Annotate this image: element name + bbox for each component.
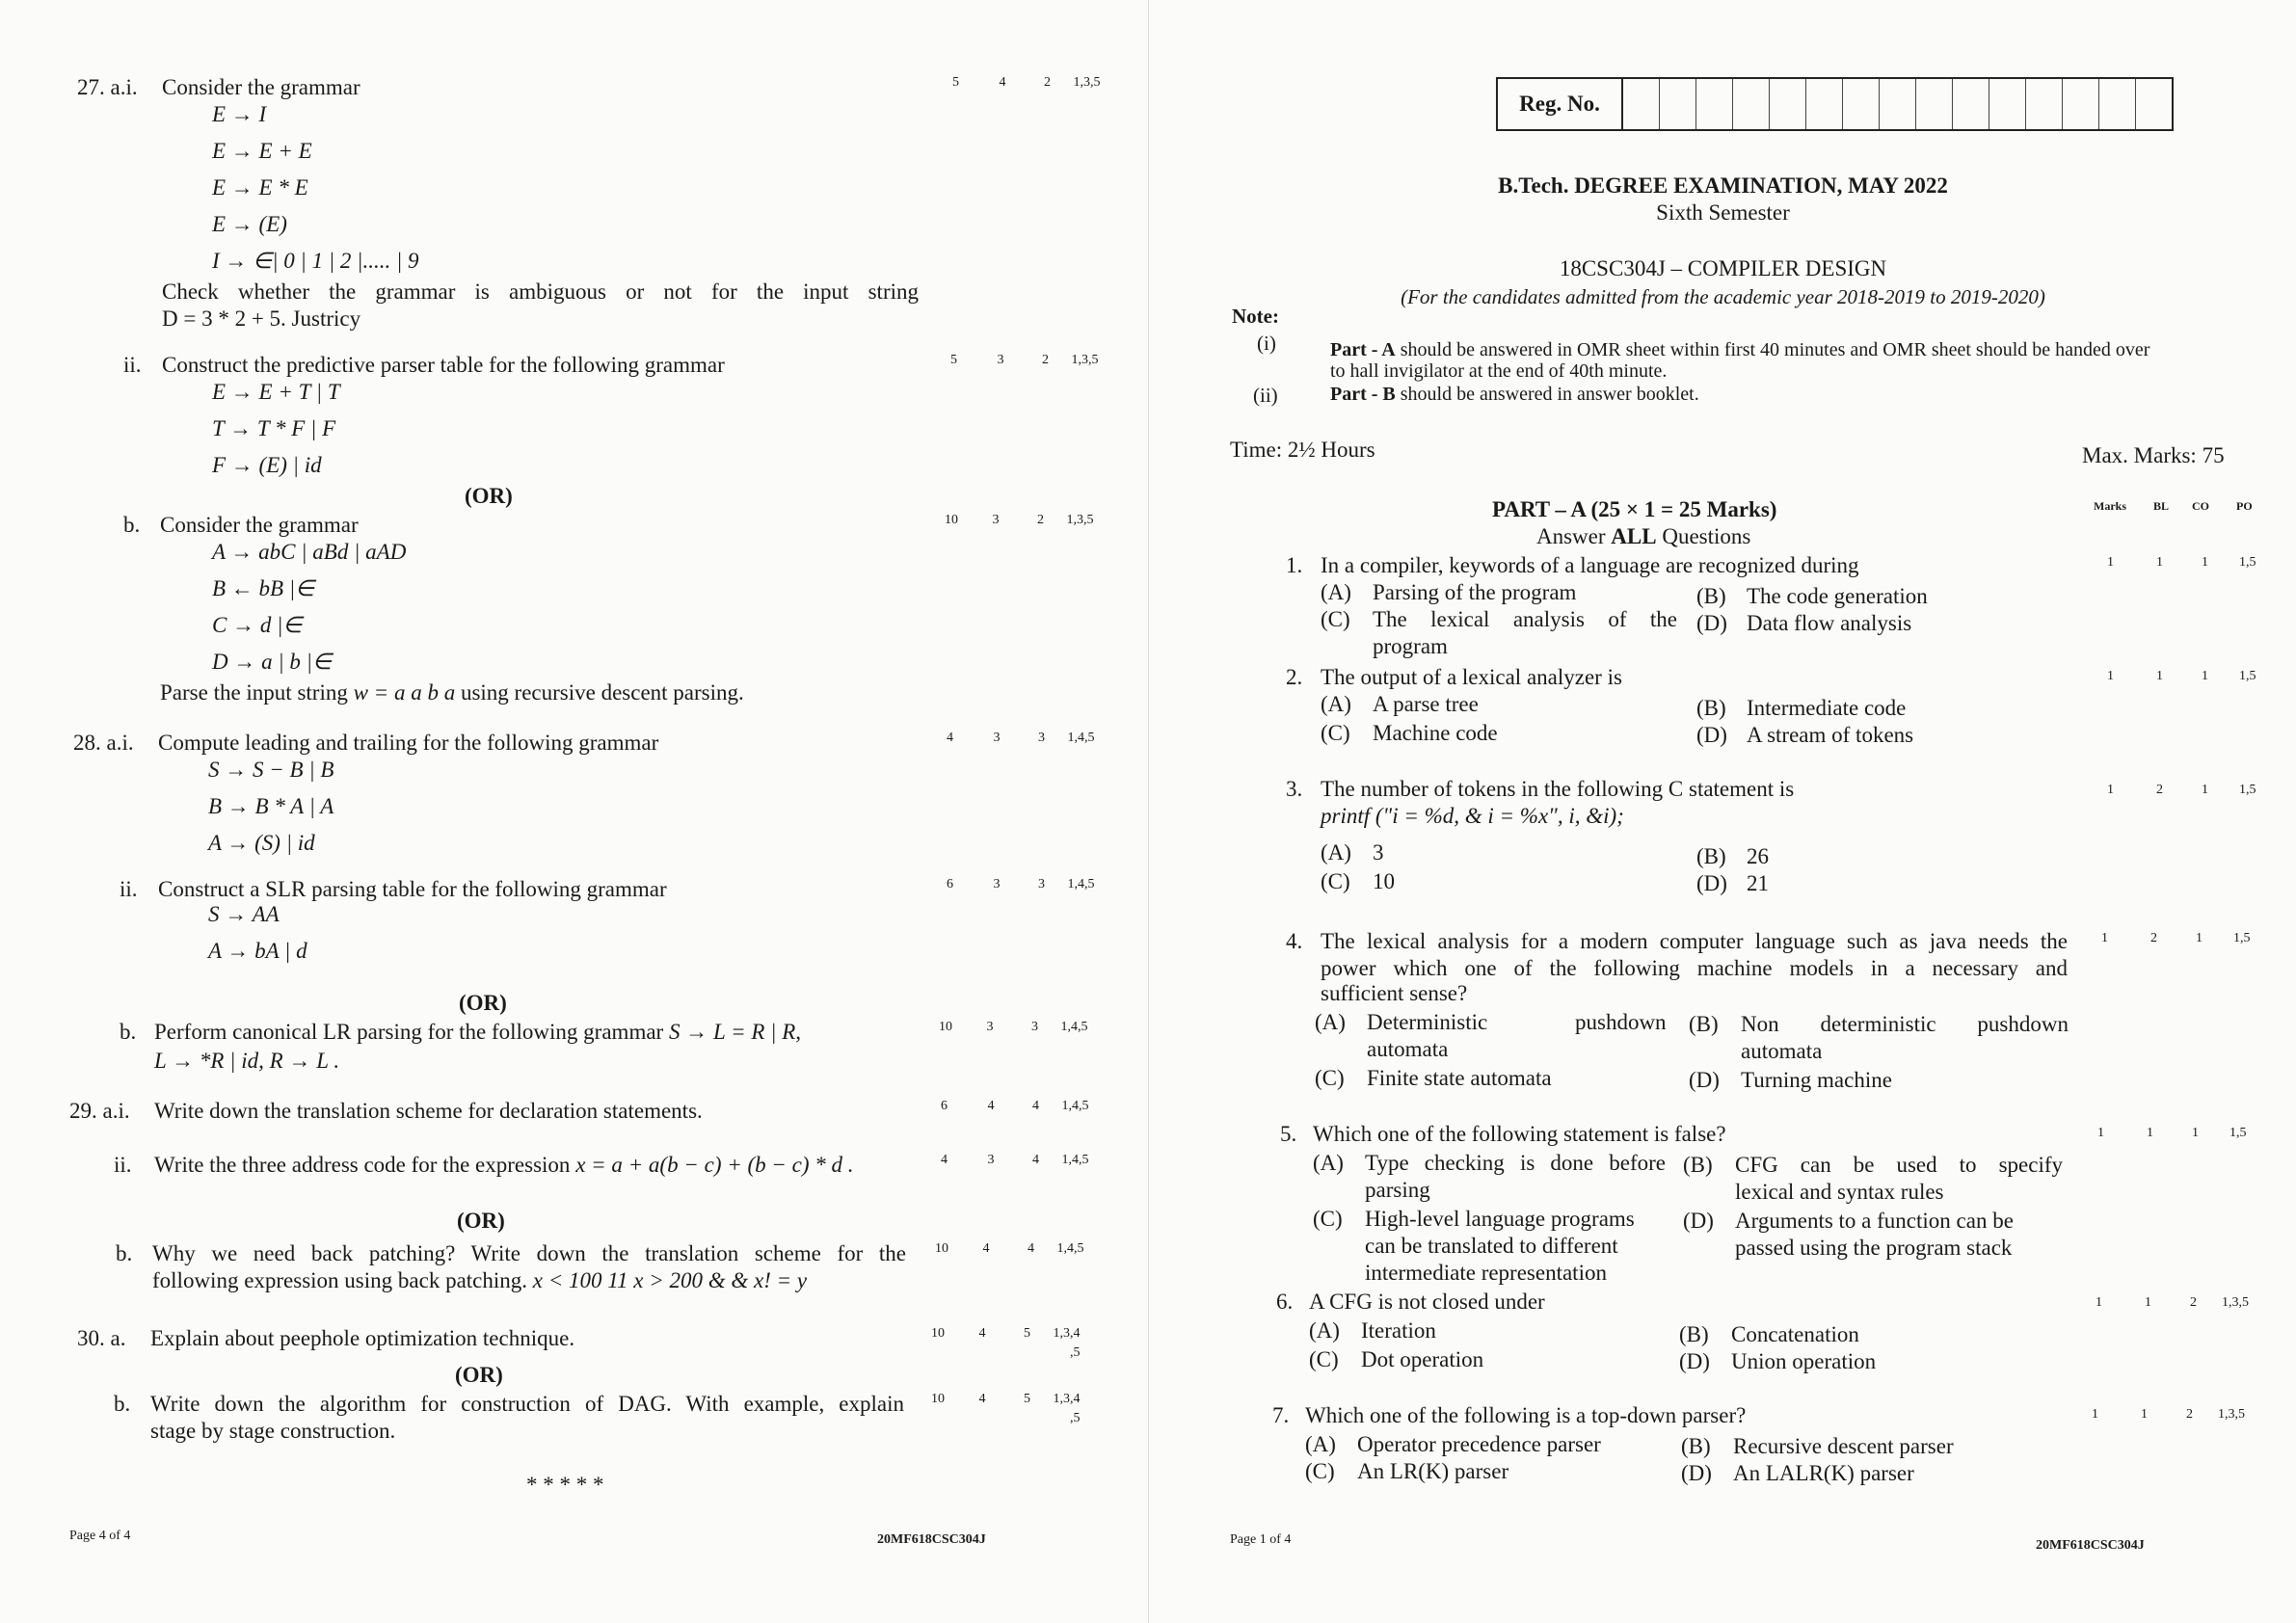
q28-b-expression-2: L → *R | id, R → L . bbox=[154, 1049, 340, 1073]
option-d: Union operation bbox=[1731, 1349, 1877, 1373]
q-text: In a compiler, keywords of a language are recognized during bbox=[1321, 553, 1859, 577]
po-value: 1,5 bbox=[2239, 669, 2256, 683]
po-value: 1,4,5 bbox=[1067, 877, 1095, 891]
note-i-number: (i) bbox=[1257, 332, 1276, 355]
bl-value: 3 bbox=[986, 1020, 994, 1034]
bl-value: 1 bbox=[2141, 1407, 2148, 1422]
co-value: 4 bbox=[1032, 1099, 1039, 1113]
option-b: The code generation bbox=[1747, 584, 1928, 608]
q27-ii-number: ii. bbox=[123, 353, 142, 377]
q-number: 6. bbox=[1276, 1290, 1294, 1314]
q-text: Which one of the following is a top-down parser? bbox=[1305, 1403, 1747, 1427]
marks-value: 4 bbox=[947, 731, 953, 745]
co-value: 3 bbox=[1031, 1020, 1038, 1034]
po-value: 1,3,5 bbox=[2218, 1407, 2245, 1422]
note-i-body: should be answered in OMR sheet within first 40 minutes and OMR sheet should be handed over bbox=[1400, 339, 2150, 360]
q-text: The lexical analysis for a modern computer language such as java needs the bbox=[1321, 929, 2068, 953]
right-page bbox=[1148, 0, 2296, 1623]
q28-marks bbox=[947, 731, 1095, 746]
q27-intro: Consider the grammar bbox=[162, 75, 360, 99]
note-i-bold: Part - A bbox=[1330, 339, 1396, 360]
option-label: (D) bbox=[1681, 1461, 1712, 1485]
co-value: 5 bbox=[1024, 1392, 1030, 1406]
q-text: power which one of the following machine models in a necessary and bbox=[1321, 956, 2068, 980]
col-header-co: CO bbox=[2192, 499, 2209, 513]
grammar-line: F → (E) | id bbox=[212, 453, 322, 477]
option-a-cont: parsing bbox=[1365, 1178, 1430, 1202]
q30-text: Explain about peephole optimization technique. bbox=[150, 1326, 575, 1350]
reg-no-cell bbox=[1623, 79, 1660, 129]
q27-ii-text: Construct the predictive parser table for the following grammar bbox=[162, 353, 725, 377]
q29-b-label: following expression using back patching. bbox=[152, 1268, 528, 1292]
option-label: (A) bbox=[1305, 1432, 1336, 1456]
option-b: Non deterministic pushdown bbox=[1741, 1012, 2069, 1036]
q28-number: 28. a.i. bbox=[73, 731, 134, 755]
reg-no-cell bbox=[2026, 79, 2063, 129]
po-value: 1,4,5 bbox=[1061, 1099, 1089, 1113]
option-label: (D) bbox=[1696, 871, 1727, 895]
q-marks bbox=[2107, 783, 2256, 798]
grammar-line: B → B * A | A bbox=[208, 794, 334, 818]
q27-marks bbox=[952, 75, 1101, 91]
reg-no-box bbox=[1496, 77, 2174, 131]
marks-value: 10 bbox=[935, 1241, 948, 1256]
po-value: 1,5 bbox=[2239, 555, 2256, 570]
po-value: 1,3,5 bbox=[1066, 513, 1094, 527]
option-label: (A) bbox=[1321, 580, 1351, 604]
marks-value: 5 bbox=[952, 75, 959, 90]
grammar-line: S → AA bbox=[208, 902, 280, 926]
option-label: (B) bbox=[1696, 844, 1726, 868]
marks-value: 1 bbox=[2107, 669, 2114, 683]
bl-value: 4 bbox=[978, 1392, 986, 1406]
q-marks bbox=[2097, 1126, 2247, 1141]
option-label: (C) bbox=[1321, 607, 1350, 631]
q27-b-text: Consider the grammar bbox=[160, 513, 359, 537]
semester: Sixth Semester bbox=[1656, 200, 1790, 225]
option-a: Parsing of the program bbox=[1373, 580, 1577, 604]
q29-b-expression: x < 100 11 x > 200 & & x! = y bbox=[532, 1268, 808, 1292]
option-d: 21 bbox=[1747, 871, 1769, 895]
q-number: 1. bbox=[1286, 553, 1303, 577]
q30-marks bbox=[931, 1326, 1081, 1342]
grammar-line: E → I bbox=[212, 102, 267, 126]
reg-no-cell bbox=[1989, 79, 2026, 129]
option-label: (B) bbox=[1681, 1434, 1711, 1458]
bl-value: 3 bbox=[993, 877, 1001, 891]
q29-marks bbox=[941, 1099, 1089, 1114]
option-b-cont: lexical and syntax rules bbox=[1735, 1180, 1944, 1204]
co-value: 4 bbox=[1032, 1153, 1039, 1167]
paper-code: 20MF618CSC304J bbox=[877, 1532, 986, 1547]
q-number: 5. bbox=[1280, 1122, 1297, 1146]
q27-b-parse bbox=[160, 680, 744, 705]
bl-value: 1 bbox=[2156, 669, 2163, 683]
option-d: Arguments to a function can be bbox=[1735, 1209, 2014, 1233]
grammar-line: T → T * F | F bbox=[212, 416, 336, 440]
paper-code: 20MF618CSC304J bbox=[2036, 1538, 2145, 1553]
grammar-line: I → ∈| 0 | 1 | 2 |..... | 9 bbox=[212, 249, 419, 273]
q29-ii-expression: x = a + a(b − c) + (b − c) * d . bbox=[575, 1153, 854, 1177]
marks-value: 1 bbox=[2092, 1407, 2098, 1422]
marks-value: 6 bbox=[941, 1099, 948, 1113]
marks-value: 1 bbox=[2107, 555, 2114, 570]
max-marks: Max. Marks: 75 bbox=[2082, 443, 2225, 467]
co-value: 2 bbox=[2190, 1295, 2197, 1310]
grammar-line: C → d |∈ bbox=[212, 613, 303, 637]
option-label: (A) bbox=[1313, 1151, 1344, 1175]
option-label: (D) bbox=[1683, 1209, 1714, 1233]
po-value: 1,4,5 bbox=[1060, 1020, 1088, 1034]
option-label: (A) bbox=[1321, 692, 1351, 716]
col-header-bl: BL bbox=[2153, 499, 2170, 513]
q-text: The number of tokens in the following C statement is bbox=[1321, 777, 1795, 801]
q-marks bbox=[2107, 669, 2256, 684]
po-value: 1,3,5 bbox=[1073, 75, 1101, 90]
option-c: 10 bbox=[1373, 869, 1395, 893]
reg-no-cell bbox=[1733, 79, 1770, 129]
option-label: (D) bbox=[1696, 723, 1727, 747]
grammar-line: E → (E) bbox=[212, 212, 287, 236]
option-label: (B) bbox=[1679, 1322, 1709, 1346]
q27-check-line: Check whether the grammar is ambiguous or not for the input string bbox=[162, 279, 919, 304]
option-c: Machine code bbox=[1373, 721, 1498, 745]
q28-b-expression: S → L = R | R, bbox=[668, 1020, 802, 1044]
note-ii-bold: Part - B bbox=[1330, 384, 1396, 405]
q28-b-label: Perform canonical LR parsing for the following grammar bbox=[154, 1020, 664, 1044]
option-label: (A) bbox=[1321, 840, 1351, 865]
option-label: (D) bbox=[1696, 611, 1727, 635]
option-label: (C) bbox=[1321, 869, 1350, 893]
po-value: 1,3,5 bbox=[1071, 353, 1099, 367]
po-value: 1,5 bbox=[2233, 931, 2251, 945]
po-value: 1,3,4 bbox=[1053, 1326, 1081, 1341]
grammar-line: A → (S) | id bbox=[208, 831, 315, 855]
q-text: The output of a lexical analyzer is bbox=[1321, 665, 1622, 689]
grammar-line: D → a | b |∈ bbox=[212, 650, 333, 674]
q27-ii-marks bbox=[950, 353, 1099, 368]
grammar-line: A → abC | aBd | aAD bbox=[212, 540, 407, 564]
answer-text: Questions bbox=[1662, 524, 1751, 548]
q30-b-number: b. bbox=[114, 1392, 131, 1416]
q-marks bbox=[2101, 931, 2251, 946]
po-value: 1,3,5 bbox=[2222, 1295, 2249, 1310]
q28-ii-text: Construct a SLR parsing table for the following grammar bbox=[158, 877, 667, 901]
parse-string: w = a a b a bbox=[353, 680, 456, 705]
option-c: An LR(K) parser bbox=[1357, 1459, 1509, 1483]
reg-no-cell bbox=[2099, 79, 2136, 129]
grammar-line: E → E + E bbox=[212, 139, 312, 163]
reg-no-label: Reg. No. bbox=[1498, 79, 1623, 129]
option-label: (C) bbox=[1315, 1066, 1345, 1090]
reg-no-cell bbox=[1660, 79, 1696, 129]
option-a: 3 bbox=[1373, 840, 1384, 865]
bl-value: 3 bbox=[987, 1153, 995, 1167]
col-header-marks: Marks bbox=[2094, 499, 2126, 513]
q29-b-line1: Why we need back patching? Write down the translation scheme for the bbox=[152, 1241, 906, 1265]
option-c-cont: intermediate representation bbox=[1365, 1261, 1607, 1285]
q30-marks-cont: ,5 bbox=[1070, 1345, 1081, 1360]
option-label: (B) bbox=[1683, 1153, 1713, 1177]
grammar-line: E → E * E bbox=[212, 175, 308, 200]
bl-value: 3 bbox=[992, 513, 1000, 527]
option-b: Concatenation bbox=[1731, 1322, 1859, 1346]
bl-value: 2 bbox=[2156, 783, 2163, 797]
option-d: Data flow analysis bbox=[1747, 611, 1912, 635]
note-ii-body: should be answered in answer booklet. bbox=[1400, 384, 1699, 405]
page-number: Page 1 of 4 bbox=[1230, 1532, 1292, 1547]
option-label: (C) bbox=[1305, 1459, 1335, 1483]
option-label: (B) bbox=[1689, 1012, 1719, 1036]
q29-text: Write down the translation scheme for declaration statements. bbox=[154, 1099, 703, 1123]
parse-text: Parse the input string bbox=[160, 680, 348, 705]
po-value: 1,4,5 bbox=[1067, 731, 1095, 745]
option-c: Dot operation bbox=[1361, 1347, 1484, 1371]
q-number: 7. bbox=[1272, 1403, 1290, 1427]
marks-value: 1 bbox=[2107, 783, 2114, 797]
grammar-line: A → bA | d bbox=[208, 939, 307, 963]
q30-number: 30. a. bbox=[77, 1326, 126, 1350]
option-c-cont: can be translated to different bbox=[1365, 1234, 1618, 1258]
co-value: 1 bbox=[2202, 783, 2208, 797]
q-text: sufficient sense? bbox=[1321, 981, 1468, 1005]
marks-value: 10 bbox=[945, 513, 958, 527]
bl-value: 3 bbox=[997, 353, 1004, 367]
q30-b-line2: stage by stage construction. bbox=[150, 1419, 396, 1443]
option-b: CFG can be used to specify bbox=[1735, 1153, 2063, 1177]
marks-value: 1 bbox=[2096, 1295, 2102, 1310]
answer-text: Answer bbox=[1536, 524, 1606, 548]
q28-b-number: b. bbox=[120, 1020, 137, 1044]
answer-all: ALL bbox=[1611, 524, 1657, 548]
option-d: An LALR(K) parser bbox=[1733, 1461, 1914, 1485]
po-value: 1,5 bbox=[2239, 783, 2256, 797]
po-value: 1,5 bbox=[2229, 1126, 2247, 1140]
co-value: 2 bbox=[1042, 353, 1049, 367]
q29-b-line2 bbox=[152, 1268, 807, 1293]
reg-no-cell bbox=[1916, 79, 1953, 129]
marks-value: 6 bbox=[947, 877, 953, 891]
co-value: 2 bbox=[1037, 513, 1044, 527]
q-number: 2. bbox=[1286, 665, 1303, 689]
end-stars: * * * * * bbox=[526, 1473, 604, 1497]
bl-value: 3 bbox=[993, 731, 1001, 745]
grammar-line: E → E + T | T bbox=[212, 380, 340, 404]
co-value: 1 bbox=[2192, 1126, 2199, 1140]
q27-b-number: b. bbox=[123, 513, 141, 537]
option-label: (D) bbox=[1689, 1068, 1720, 1092]
reg-no-cell bbox=[2136, 79, 2172, 129]
option-d: Turning machine bbox=[1741, 1068, 1892, 1092]
note-ii-text bbox=[1330, 384, 1699, 406]
q30-b-marks bbox=[931, 1392, 1081, 1407]
option-b: Intermediate code bbox=[1747, 696, 1907, 720]
po-value: 1,3,4 bbox=[1053, 1392, 1081, 1406]
bl-value: 2 bbox=[2150, 931, 2157, 945]
q30-b-marks-cont: ,5 bbox=[1070, 1411, 1081, 1425]
co-value: 4 bbox=[1028, 1241, 1034, 1256]
q28-b-marks bbox=[939, 1020, 1088, 1035]
marks-value: 10 bbox=[939, 1020, 952, 1034]
reg-no-cell bbox=[1696, 79, 1733, 129]
co-value: 3 bbox=[1038, 731, 1045, 745]
option-c-cont: program bbox=[1373, 634, 1448, 658]
q28-ii-number: ii. bbox=[120, 877, 138, 901]
option-a-cont: automata bbox=[1367, 1037, 1449, 1061]
marks-value: 10 bbox=[931, 1392, 945, 1406]
marks-value: 1 bbox=[2097, 1126, 2104, 1140]
co-value: 1 bbox=[2196, 931, 2203, 945]
co-value: 1 bbox=[2202, 669, 2208, 683]
option-c: High-level language programs bbox=[1365, 1207, 1635, 1231]
co-value: 1 bbox=[2202, 555, 2208, 570]
bl-value: 4 bbox=[999, 75, 1006, 90]
bl-value: 4 bbox=[982, 1241, 990, 1256]
option-label: (B) bbox=[1696, 584, 1726, 608]
reg-no-cell bbox=[1880, 79, 1916, 129]
po-value: 1,4,5 bbox=[1061, 1153, 1089, 1167]
marks-value: 10 bbox=[931, 1326, 945, 1341]
co-value: 5 bbox=[1024, 1326, 1030, 1341]
q28-ii-marks bbox=[947, 877, 1095, 892]
col-header-po: PO bbox=[2236, 499, 2253, 513]
or-separator: (OR) bbox=[459, 991, 507, 1015]
q-text: A CFG is not closed under bbox=[1309, 1290, 1545, 1314]
q28-b-text bbox=[154, 1020, 801, 1045]
q29-ii-label: Write the three address code for the expression bbox=[154, 1153, 571, 1177]
q29-ii-number: ii. bbox=[114, 1153, 132, 1177]
q-marks bbox=[2107, 555, 2256, 571]
grammar-line: B ← bB |∈ bbox=[212, 576, 315, 600]
note-i-text-2: to hall invigilator at the end of 40th minute. bbox=[1330, 360, 1668, 382]
option-label: (C) bbox=[1313, 1207, 1343, 1231]
or-separator: (OR) bbox=[455, 1363, 503, 1387]
q27-number: 27. a.i. bbox=[77, 75, 138, 99]
option-a: A parse tree bbox=[1373, 692, 1479, 716]
marks-value: 4 bbox=[941, 1153, 948, 1167]
exam-title: B.Tech. DEGREE EXAMINATION, MAY 2022 bbox=[1498, 173, 1948, 198]
reg-no-cell bbox=[1953, 79, 1989, 129]
marks-value: 5 bbox=[950, 353, 957, 367]
q29-b-number: b. bbox=[116, 1241, 133, 1265]
q-code: printf ("i = %d, & i = %x", i, &i); bbox=[1321, 804, 1624, 828]
note-label: Note: bbox=[1232, 305, 1279, 328]
co-value: 2 bbox=[1044, 75, 1051, 90]
marks-value: 1 bbox=[2101, 931, 2108, 945]
option-label: (C) bbox=[1309, 1347, 1339, 1371]
option-label: (B) bbox=[1696, 696, 1726, 720]
option-b: Recursive descent parser bbox=[1733, 1434, 1954, 1458]
option-a: Type checking is done before bbox=[1365, 1151, 1666, 1175]
reg-no-cell bbox=[1770, 79, 1806, 129]
q29-number: 29. a.i. bbox=[69, 1099, 130, 1123]
q-marks bbox=[2096, 1295, 2249, 1311]
q29-ii-text bbox=[154, 1153, 854, 1178]
or-separator: (OR) bbox=[465, 484, 513, 508]
option-label: (A) bbox=[1309, 1318, 1340, 1343]
answer-instruction bbox=[1536, 524, 1750, 549]
option-a: Operator precedence parser bbox=[1357, 1432, 1601, 1456]
time-allowed: Time: 2½ Hours bbox=[1230, 438, 1375, 462]
option-c: The lexical analysis of the bbox=[1373, 607, 1677, 631]
bl-value: 1 bbox=[2156, 555, 2163, 570]
option-b: 26 bbox=[1747, 844, 1769, 868]
or-separator: (OR) bbox=[457, 1209, 505, 1233]
option-d-cont: passed using the program stack bbox=[1735, 1236, 2013, 1260]
q27-b-marks bbox=[945, 513, 1094, 528]
parse-text: using recursive descent parsing. bbox=[460, 680, 744, 705]
note-ii-number: (ii) bbox=[1253, 384, 1278, 407]
q30-b-line1: Write down the algorithm for construction of DAG. With example, explain bbox=[150, 1392, 904, 1416]
bl-value: 1 bbox=[2145, 1295, 2151, 1310]
q-number: 3. bbox=[1286, 777, 1303, 801]
co-value: 2 bbox=[2186, 1407, 2193, 1422]
q-text: Which one of the following statement is false? bbox=[1313, 1122, 1726, 1146]
reg-no-cell bbox=[2063, 79, 2099, 129]
course-title: 18CSC304J – COMPILER DESIGN bbox=[1559, 256, 1887, 280]
q29-ii-marks bbox=[941, 1153, 1089, 1168]
bl-value: 4 bbox=[978, 1326, 986, 1341]
option-d: A stream of tokens bbox=[1747, 723, 1914, 747]
q28-text: Compute leading and trailing for the following grammar bbox=[158, 731, 659, 755]
option-label: (A) bbox=[1315, 1010, 1346, 1034]
option-a-cont: pushdown bbox=[1575, 1010, 1667, 1034]
reg-no-cell bbox=[1806, 79, 1843, 129]
bl-value: 4 bbox=[987, 1099, 995, 1113]
option-a: Iteration bbox=[1361, 1318, 1436, 1343]
option-label: (C) bbox=[1321, 721, 1350, 745]
option-label: (D) bbox=[1679, 1349, 1710, 1373]
option-a: Deterministic bbox=[1367, 1010, 1488, 1034]
q-marks bbox=[2092, 1407, 2245, 1423]
page-number: Page 4 of 4 bbox=[69, 1529, 131, 1543]
co-value: 3 bbox=[1038, 877, 1045, 891]
option-c: Finite state automata bbox=[1367, 1066, 1552, 1090]
po-value: 1,4,5 bbox=[1056, 1241, 1084, 1256]
note-i-text bbox=[1330, 339, 2149, 361]
bl-value: 1 bbox=[2147, 1126, 2153, 1140]
q27-check-line2: D = 3 * 2 + 5. Justricy bbox=[162, 306, 361, 331]
q29-b-marks bbox=[935, 1241, 1084, 1257]
candidates-note: (For the candidates admitted from the academic year 2018-2019 to 2019-2020) bbox=[1401, 285, 2045, 308]
q-number: 4. bbox=[1286, 929, 1303, 953]
option-b-cont: automata bbox=[1741, 1039, 1823, 1063]
grammar-line: S → S − B | B bbox=[208, 758, 334, 782]
part-a-title: PART – A (25 × 1 = 25 Marks) bbox=[1492, 497, 1777, 521]
reg-no-cell bbox=[1843, 79, 1880, 129]
